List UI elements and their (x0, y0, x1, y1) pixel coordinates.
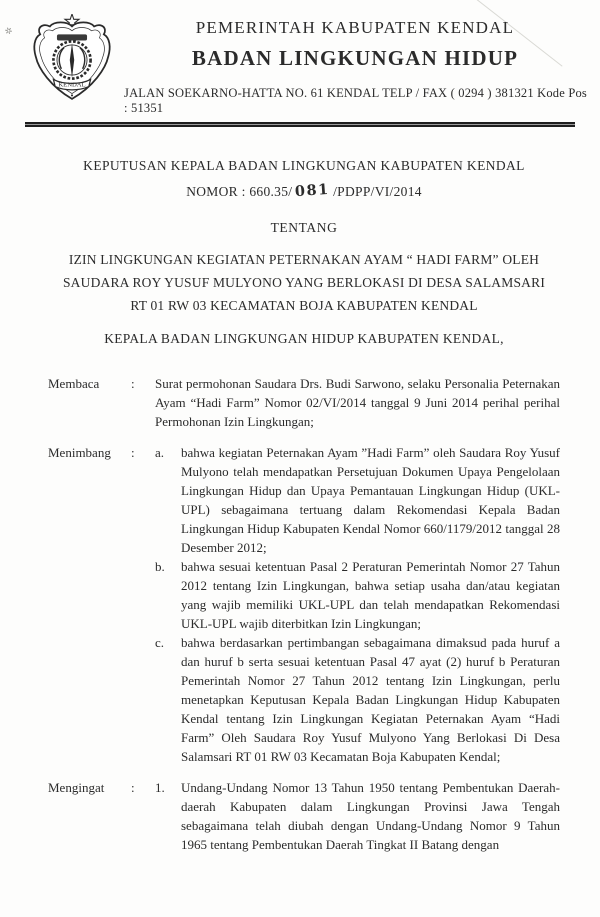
decree-number (48, 182, 560, 201)
scan-pen-mark-artifact: ✲ (3, 25, 14, 38)
item-text: bahwa sesuai ketentuan Pasal 2 Peraturan Pemerintah Nomor 27 Tahun 2012 tentang Izin Lingkungan, bahwa setiap usaha dan/atau kegiatan yang wajib memiliki UKL-UPL dan telah mendapatkan Rekomendasi UKL-UPL wajib diterbitkan Izin Lingkungan; (181, 559, 560, 631)
item-text: bahwa kegiatan Peternakan Ayam ”Hadi Farm” oleh Saudara Roy Yusuf Mulyono telah mendapatkan Persetujuan Dokumen Upaya Pengelolaan Lingkungan Hidup dan Upaya Pemantauan Lingkungan Hidup (UKL-UPL) sebagaimana tertuang dalam Rekomendasi Kepala Badan Lingkungan Hidup Kabupaten Kendal Nomor 660/1179/2012 tanggal 28 Desember 2012; (181, 445, 560, 555)
section-label: Menimbang (48, 445, 111, 460)
decree-subject-line2: SAUDARA ROY YUSUF MULYONO YANG BERLOKASI DI DESA SALAMSARI (62, 275, 546, 290)
section-menimbang (48, 443, 560, 766)
decree-issuer: KEPALA BADAN LINGKUNGAN HIDUP KABUPATEN KENDAL, (104, 331, 504, 346)
section-content (155, 443, 560, 766)
membaca-paragraph: Surat permohonan Saudara Drs. Budi Sarwono, selaku Personalia Peternakan Ayam “Hadi Farm” Nomor 02/VI/2014 tanggal 9 Juni 2014 perihal perihal Permohonan Izin Lingkungan; (155, 376, 560, 429)
decree-body (0, 156, 600, 854)
government-name: PEMERINTAH KABUPATEN KENDAL (195, 18, 515, 37)
motto-ribbon (57, 34, 87, 40)
logo-caption-text: KENDAL (58, 81, 86, 89)
section-label: Mengingat (48, 780, 105, 795)
section-colon: : (131, 445, 135, 460)
decree-title: KEPUTUSAN KEPALA BADAN LINGKUNGAN KABUPATEN KENDAL (83, 158, 525, 173)
decree-number-prefix: NOMOR : 660.35/ (186, 184, 293, 199)
about-label: TENTANG (270, 220, 338, 235)
list-item (155, 778, 560, 854)
letterhead-text (118, 14, 592, 116)
decree-subject (48, 248, 560, 317)
section-colon: : (131, 376, 135, 391)
item-marker: a. (155, 445, 165, 460)
banner-dot (71, 94, 73, 96)
letterhead-divider (25, 122, 575, 127)
decree-number-suffix: /PDPP/VI/2014 (333, 184, 422, 199)
kendal-coat-of-arms-logo (27, 14, 117, 106)
decree-subject-line3: RT 01 RW 03 KECAMATAN BOJA KABUPATEN KENDAL (130, 298, 478, 313)
agency-name: BADAN LINGKUNGAN HIDUP (191, 46, 519, 70)
section-membaca (48, 374, 560, 431)
decree-number-handwritten: 081 (294, 180, 331, 201)
section-mengingat (48, 778, 560, 854)
item-marker: 1. (155, 780, 165, 795)
decree-subject-line1: IZIN LINGKUNGAN KEGIATAN PETERNAKAN AYAM “ HADI FARM” OLEH (68, 252, 540, 267)
list-item (155, 557, 560, 633)
list-item (155, 443, 560, 557)
item-text: bahwa berdasarkan pertimbangan sebagaimana dimaksud pada huruf a dan huruf b serta sesuai ketentuan Pasal 47 ayat (2) huruf b Peraturan Pemerintah Nomor 27 Tahun 2012 tentang Izin Lingkungan, perlu menetapkan Keputusan Kepala Badan Lingkungan Hidup Kabupaten Kendal tentang Izin Lingkungan Kegiatan Peternakan Ayam “Hadi Farm” Oleh Saudara Roy Yusuf Mulyono Yang Berlokasi Di Desa Salamsari RT 01 RW 03 Kecamatan Boja Kabupaten Kendal; (181, 635, 560, 764)
agency-address: JALAN SOEKARNO-HATTA NO. 61 KENDAL TELP / FAX ( 0294 ) 381321 Kode Pos : 51351 (124, 86, 587, 115)
letterhead (0, 0, 600, 116)
item-text: Undang-Undang Nomor 13 Tahun 1950 tentang Pembentukan Daerah-daerah Kabupaten dalam Lingkungan Provinsi Jawa Tengah sebagaimana telah diubah dengan Undang-Undang Nomor 9 Tahun 1965 tentang Pembentukan Daerah Tingkat II Batang dengan (181, 780, 560, 852)
item-marker: c. (155, 635, 165, 650)
list-item (155, 633, 560, 766)
section-colon: : (131, 780, 135, 795)
section-content (155, 778, 560, 854)
section-content (155, 374, 560, 431)
item-marker: b. (155, 559, 165, 574)
section-label: Membaca (48, 376, 100, 391)
